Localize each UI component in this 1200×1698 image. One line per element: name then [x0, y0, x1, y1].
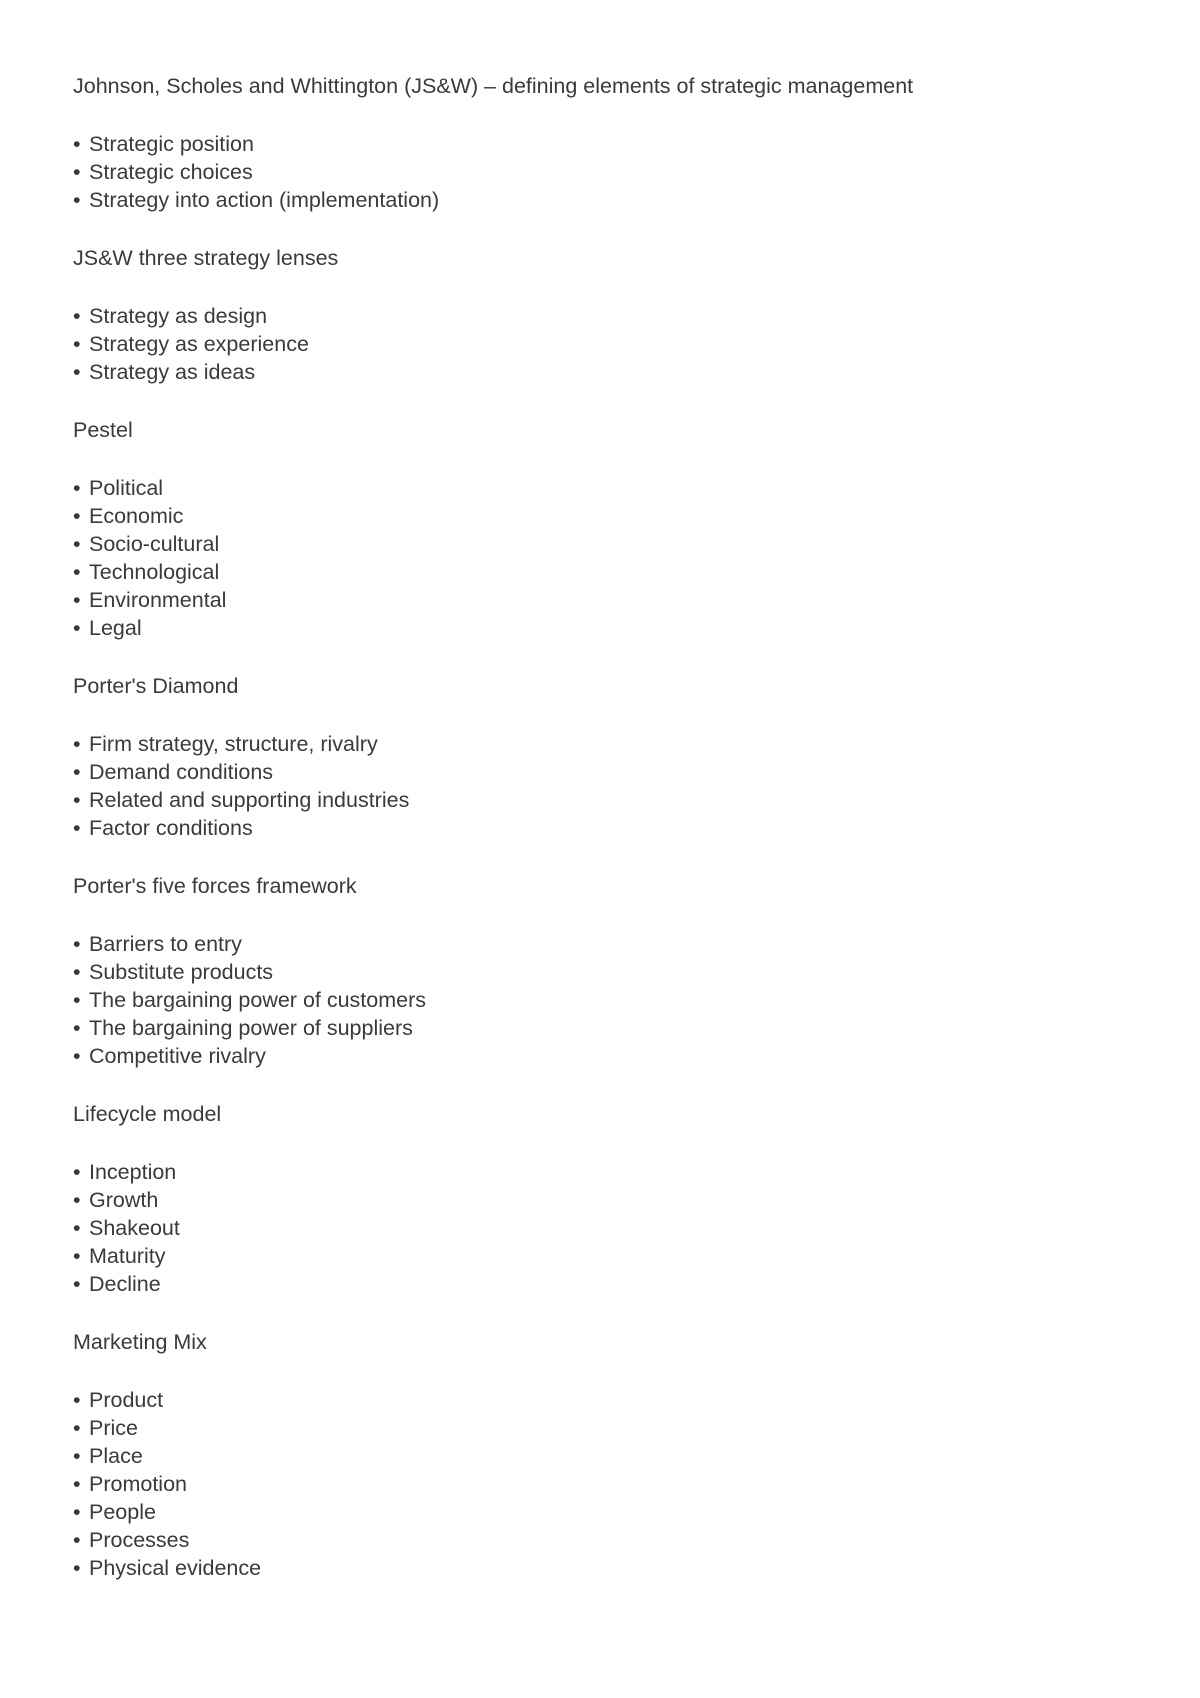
list-item: • Maturity	[73, 1242, 1153, 1270]
section-jsw-elements	[73, 72, 1153, 214]
list-item: • Strategic choices	[73, 158, 1153, 186]
list-item: • Demand conditions	[73, 758, 1153, 786]
list-item: • Strategic position	[73, 130, 1153, 158]
list-item: • Inception	[73, 1158, 1153, 1186]
list-item: • Factor conditions	[73, 814, 1153, 842]
list-item: • People	[73, 1498, 1153, 1526]
list-item: • Promotion	[73, 1470, 1153, 1498]
section-heading: JS&W three strategy lenses	[73, 246, 339, 270]
section-porters-diamond	[73, 672, 1153, 842]
list-item: • Place	[73, 1442, 1153, 1470]
list-item: • Firm strategy, structure, rivalry	[73, 730, 1153, 758]
bullet-list	[73, 1158, 1153, 1298]
list-item: • The bargaining power of suppliers	[73, 1014, 1153, 1042]
list-item: • Environmental	[73, 586, 1153, 614]
section-heading: Johnson, Scholes and Whittington (JS&W) – defining elements of strategic management	[73, 74, 914, 98]
list-item: • Political	[73, 474, 1153, 502]
section-jsw-lenses	[73, 244, 1153, 386]
list-item: • Strategy as ideas	[73, 358, 1153, 386]
list-item: • Strategy as design	[73, 302, 1153, 330]
bullet-list	[73, 302, 1153, 386]
list-item: • Competitive rivalry	[73, 1042, 1153, 1070]
list-item: • Shakeout	[73, 1214, 1153, 1242]
list-item: • Price	[73, 1414, 1153, 1442]
list-item: • Strategy into action (implementation)	[73, 186, 1153, 214]
list-item: • The bargaining power of customers	[73, 986, 1153, 1014]
list-item: • Processes	[73, 1526, 1153, 1554]
section-marketing-mix	[73, 1328, 1153, 1582]
list-item: • Technological	[73, 558, 1153, 586]
section-five-forces	[73, 872, 1153, 1070]
list-item: • Strategy as experience	[73, 330, 1153, 358]
section-pestel	[73, 416, 1153, 642]
list-item: • Physical evidence	[73, 1554, 1153, 1582]
list-item: • Economic	[73, 502, 1153, 530]
section-lifecycle-model	[73, 1100, 1153, 1298]
list-item: • Growth	[73, 1186, 1153, 1214]
bullet-list	[73, 130, 1153, 214]
list-item: • Product	[73, 1386, 1153, 1414]
list-item: • Decline	[73, 1270, 1153, 1298]
bullet-list	[73, 1386, 1153, 1582]
section-heading: Marketing Mix	[73, 1330, 207, 1354]
section-heading: Porter's Diamond	[73, 674, 239, 698]
bullet-list	[73, 474, 1153, 642]
section-heading: Lifecycle model	[73, 1102, 222, 1126]
section-heading: Pestel	[73, 418, 133, 442]
list-item: • Legal	[73, 614, 1153, 642]
list-item: • Related and supporting industries	[73, 786, 1153, 814]
bullet-list	[73, 930, 1153, 1070]
list-item: • Socio-cultural	[73, 530, 1153, 558]
section-heading: Porter's five forces framework	[73, 874, 357, 898]
document-page	[73, 72, 1153, 1582]
list-item: • Substitute products	[73, 958, 1153, 986]
bullet-list	[73, 730, 1153, 842]
list-item: • Barriers to entry	[73, 930, 1153, 958]
